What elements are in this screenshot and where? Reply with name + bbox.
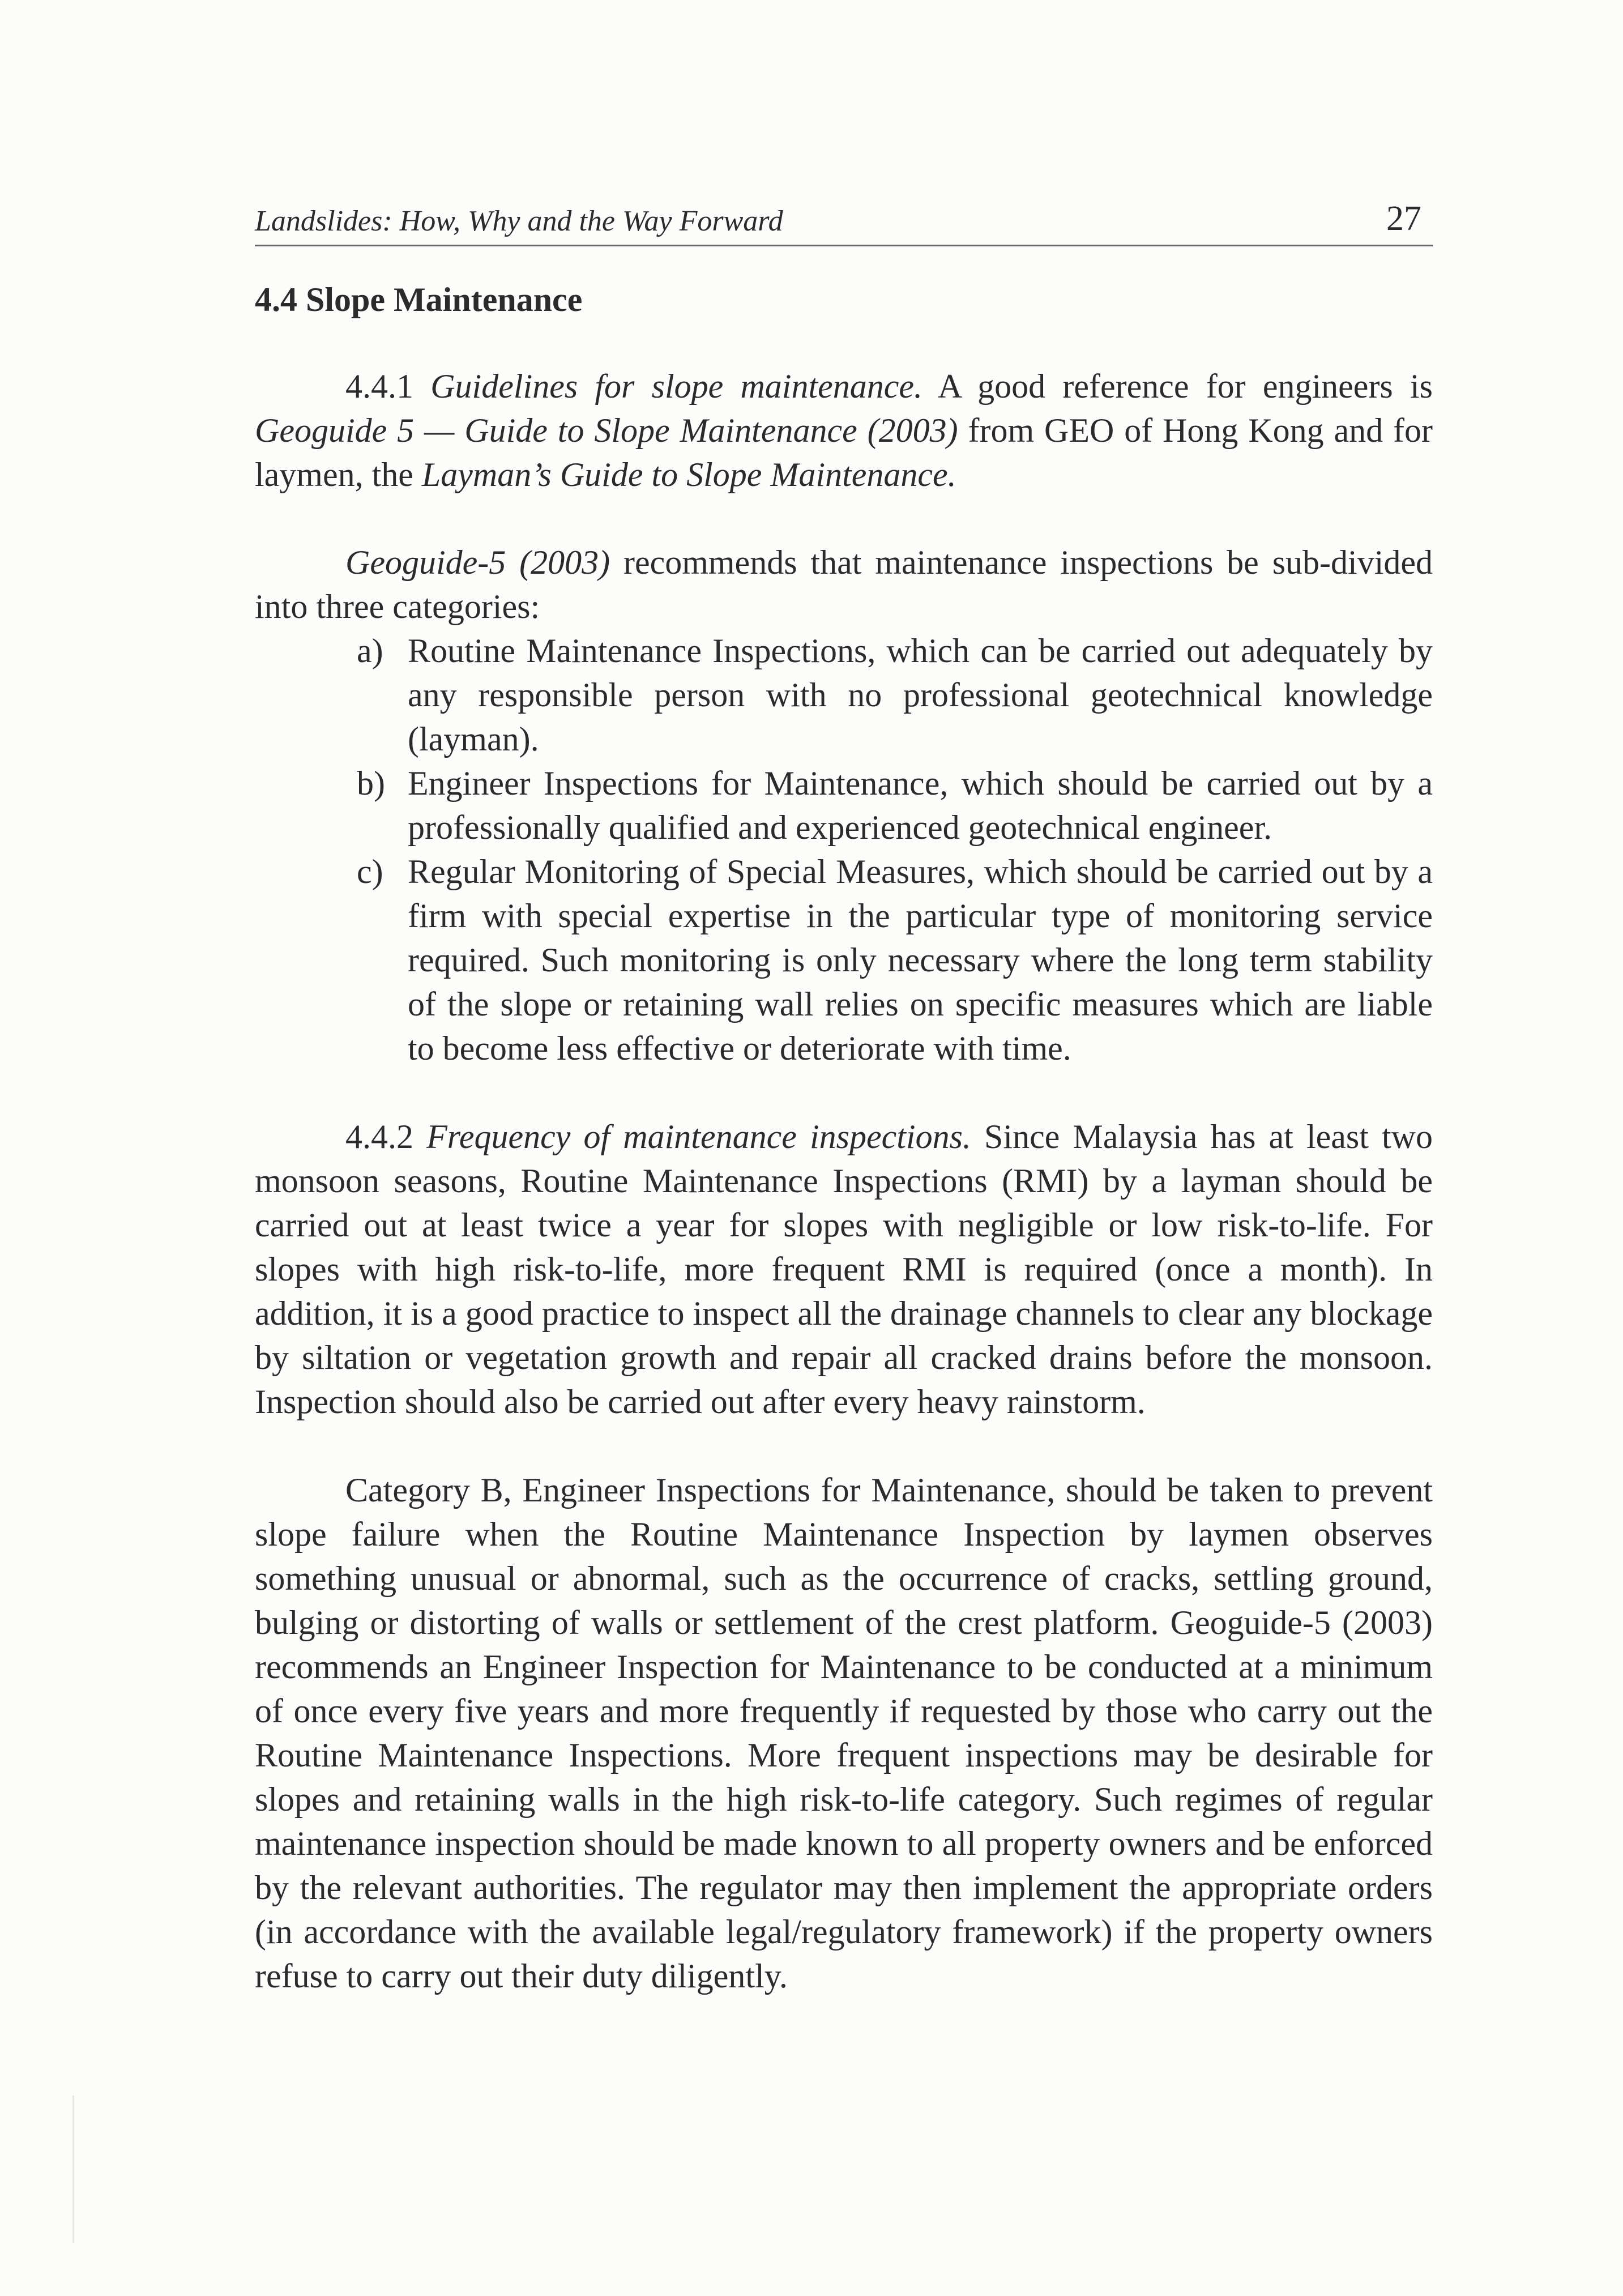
inspection-categories-list [255,629,1433,1070]
list-item-text: Regular Monitoring of Special Measures, which should be carried out by a firm with special expertise in the particular type of monitoring service required. Such monitoring is only necessary where the long term stability of the slope or retaining wall relies on specific measures which are liable to become less effective or deteriorate with time. [408,853,1433,1067]
scan-artifact-line [72,2096,74,2243]
page-number: 27 [1386,199,1421,238]
paragraph-guidelines [255,364,1433,497]
list-marker: c) [357,853,383,890]
list-marker: a) [357,632,383,669]
reference-title: Layman’s Guide to Slope Maintenance. [421,456,956,493]
paragraph-text: recommends that maintenance inspections be sub-divided into three categories: [255,544,1433,625]
list-marker: b) [357,765,385,802]
paragraph-text: from GEO of Hong Kong and for laymen, the [255,412,1433,493]
list-item [357,761,1433,850]
list-item [357,850,1433,1070]
subsection-number: 4.4.2 [345,1118,427,1155]
section-heading: 4.4 Slope Maintenance [255,281,583,318]
paragraph-categories-intro [255,540,1433,629]
subsection-number: 4.4.1 [345,368,431,405]
paragraph-text: Category B, Engineer Inspections for Maintenance, should be taken to prevent slope failure when the Routine Maintenance Inspection by laymen observes something unusual or abnormal, such as the occurrence of cracks, settling ground, bulging or distorting of walls or settlement of the crest platform. Geoguide-5 (2003) recommends an Engineer Inspection for Maintenance to be conducted at a minimum of once every five years and more frequently if requested by those who carry out the Routine Maintenance Inspections. More frequent inspections may be desirable for slopes and retaining walls in the high risk-to-life category. Such regimes of regular maintenance inspection should be made known to all property owners and be enforced by the relevant authorities. The regulator may then implement the appropriate orders (in accordance with the available legal/regulatory framework) if the property owners refuse to carry out their duty diligently. [255,1471,1433,1995]
paragraph-text: Since Malaysia has at least two monsoon seasons, Routine Maintenance Inspections (RMI) by a layman should be carried out at least twice a year for slopes with negligible or low risk-to-life. For slopes with high risk-to-life, more frequent RMI is required (once a month). In addition, it is a good practice to inspect all the drainage channels to clear any blockage by siltation or vegetation growth and repair all cracked drains before the monsoon. Inspection should also be carried out after every heavy rainstorm. [255,1118,1433,1420]
subsection-title: Frequency of maintenance inspections. [426,1118,971,1155]
book-page [255,193,1433,1998]
paragraph-frequency [255,1115,1433,1424]
running-header [255,193,1433,246]
reference-title: Geoguide-5 (2003) [345,544,610,581]
list-item [357,629,1433,761]
running-title: Landslides: How, Why and the Way Forward [255,205,783,237]
list-item-text: Routine Maintenance Inspections, which can be carried out adequately by any responsible person with no professional geotechnical knowledge (layman). [408,632,1433,758]
paragraph-category-b [255,1468,1433,1998]
subsection-title: Guidelines for slope maintenance. [430,368,923,405]
reference-title: Geoguide 5 — Guide to Slope Maintenance (2003) [255,412,958,449]
paragraph-text: A good reference for engineers is [922,368,1433,405]
list-item-text: Engineer Inspections for Maintenance, which should be carried out by a professionally qualified and experienced geotechnical engineer. [408,765,1433,846]
